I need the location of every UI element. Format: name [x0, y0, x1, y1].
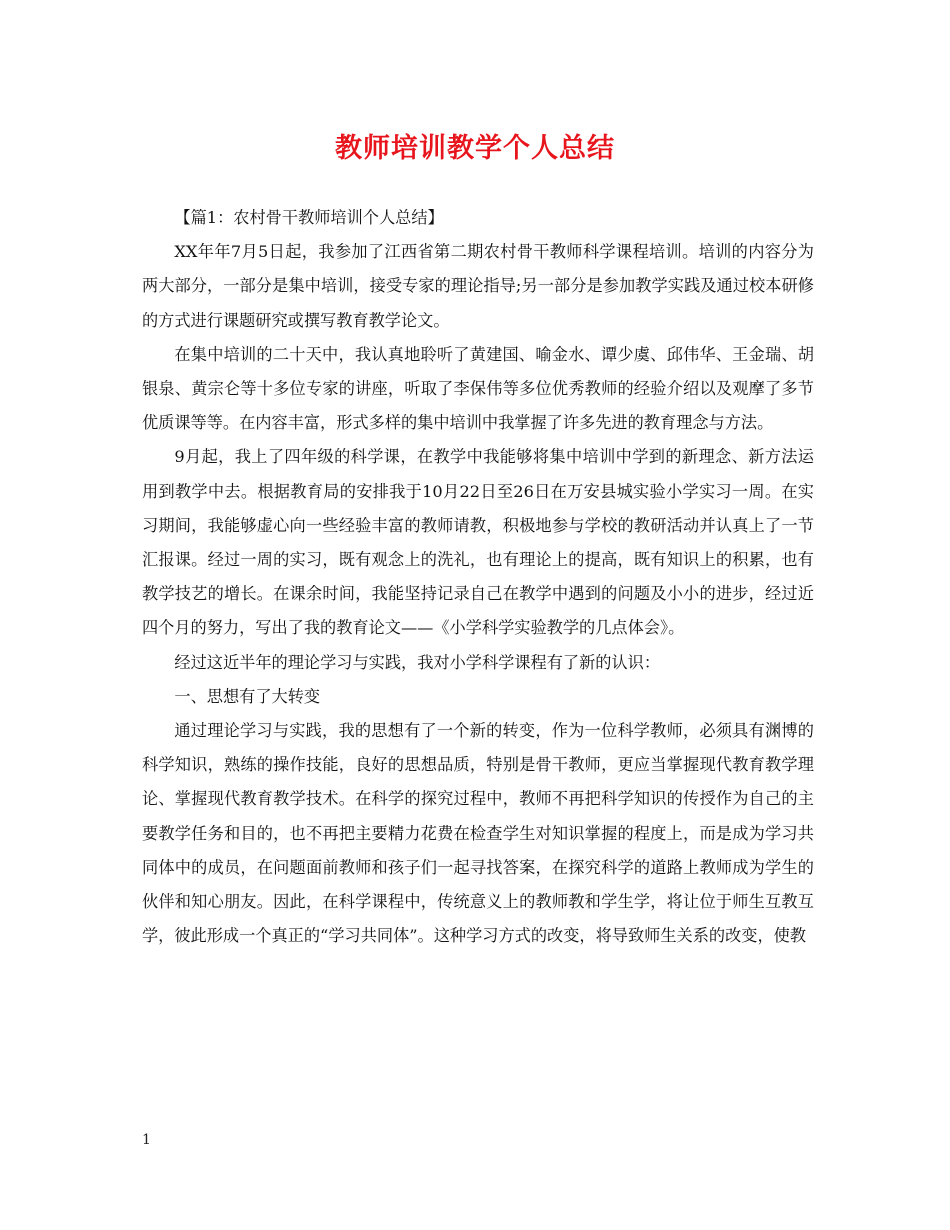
- paragraph-subheading-mindset: 一、思想有了大转变: [174, 686, 321, 706]
- paragraph-training-overview: XX年年7月5日起，我参加了江西省第二期农村骨干教师科学课程培训。培训的内容分为两大部分，一部分是集中培训，接受专家的理论指导;另一部分是参加教学实践及通过校本研修的方式进行课题研究或撰写教育教学论文。: [142, 242, 814, 330]
- paragraph-teaching-practice: 9月起，我上了四年级的科学课，在教学中我能够将集中培训中学到的新理念、新方法运用到教学中去。根据教育局的安排我于10月22日至26日在万安县城实验小学实习一周。在实习期间，我能够虚心向一些经验丰富的教师请教，积极地参与学校的教研活动并认真上了一节汇报课。经过一周的实习，既有观念上的洗礼，也有理论上的提高，既有知识上的积累，也有教学技艺的增长。在课余时间，我能坚持记录自己在教学中遇到的问题及小小的进步，经过近四个月的努力，写出了我的教育论文——《小学科学实验教学的几点体会》。: [142, 447, 814, 638]
- document-body: [142, 201, 814, 953]
- paragraph-mindset-change: 通过理论学习与实践，我的思想有了一个新的转变，作为一位科学教师，必须具有渊博的科学知识，熟练的操作技能，良好的思想品质，特别是骨干教师，更应当掌握现代教育教学理论、掌握现代教育教学技术。在科学的探究过程中，教师不再把科学知识的传授作为自己的主要教学任务和目的，也不再把主要精力花费在检查学生对知识掌握的程度上，而是成为学习共同体中的成员，在问题面前教师和孩子们一起寻找答案，在探究科学的道路上教师成为学生的伙伴和知心朋友。因此，在科学课程中，传统意义上的教师教和学生学，将让位于师生互教互学，彼此形成一个真正的“学习共同体”。这种学习方式的改变，将导致师生关系的改变，使教: [142, 721, 814, 946]
- paragraph-new-understanding: 经过这近半年的理论学习与实践，我对小学科学课程有了新的认识：: [174, 652, 661, 672]
- page-number: 1: [142, 1132, 151, 1148]
- paragraph-section-heading: 【篇1：农村骨干教师培训个人总结】: [174, 208, 444, 227]
- paragraph-centralized-training: 在集中培训的二十天中，我认真地聆听了黄建国、喻金水、谭少虞、邱伟华、王金瑞、胡银泉、黄宗仑等十多位专家的讲座，听取了李保伟等多位优秀教师的经验介绍以及观摩了多节优质课等等。在内容丰富，形式多样的集中培训中我掌握了许多先进的教育理念与方法。: [142, 344, 814, 433]
- document-title: 教师培训教学个人总结: [335, 133, 615, 164]
